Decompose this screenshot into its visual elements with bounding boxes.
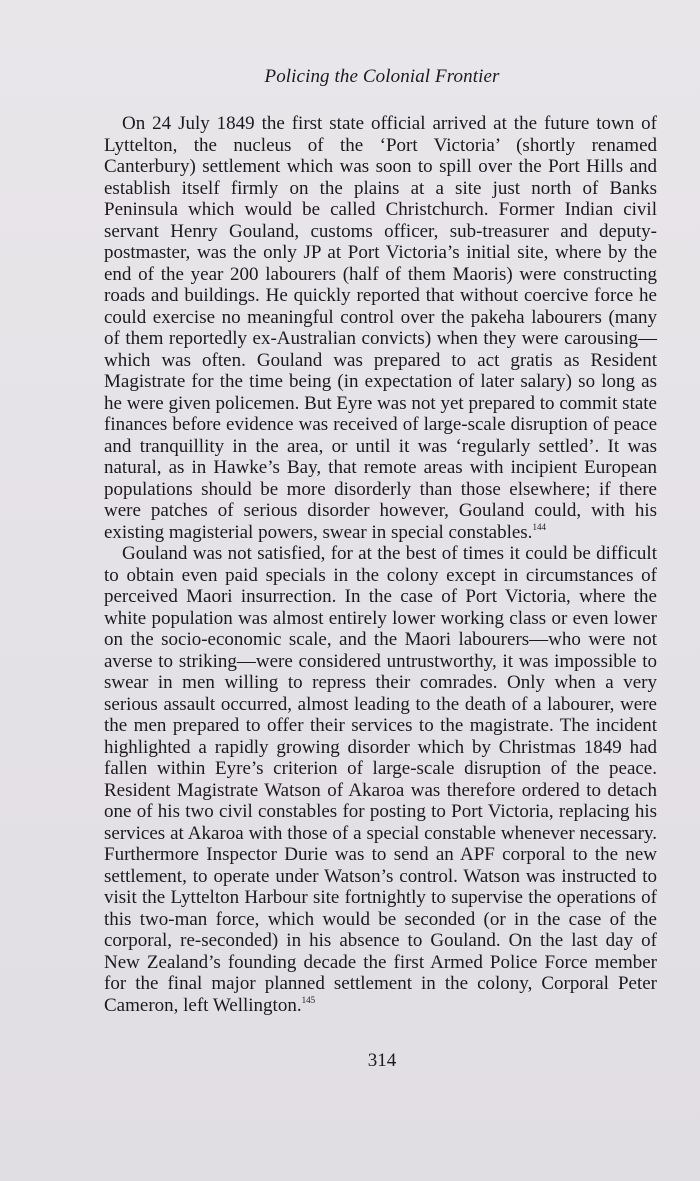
paragraph-2-text: Gouland was not satisfied, for at the best of times it could be difficult to obtain even paid specials in the colony except in circumstances of perceived Maori insurrection. In the case of Port Victoria, where the white population was almost entirely lower working class or even lower on the socio-economic scale, and the Maori labourers—who were not averse to striking—were considered untrustworthy, it was impossible to swear in men willing to repress their comrades. Only when a very serious assault occurred, almost leading to the death of a labourer, were the men prepared to offer their services to the magistrate. The incident highlighted a rapidly growing disorder which by Christmas 1849 had fallen within Eyre’s criterion of large-scale disruption of the peace. Resident Magistrate Watson of Akaroa was therefore ordered to detach one of his two civil constables for posting to Port Victoria, replacing his services at Akaroa with those of a special constable whenever necessary. Furthermore Inspector Durie was to send an APF corporal to the new settlement, to operate under Watson’s control. Watson was instructed to visit the Lyttelton Harbour site fortnightly to supervise the operations of this two-man force, which would be seconded (or in the case of the corporal, re-seconded) in his absence to Gouland. On the last day of New Zealand’s founding decade the first Armed Police Force member for the final major planned settlement in the colony, Corporal Peter Cameron, left Wellington. (104, 543, 657, 1016)
paragraph-1 (104, 113, 657, 543)
page-number: 314 (367, 1050, 397, 1071)
paragraph-2 (104, 543, 657, 1016)
footnote-marker-145: 145 (301, 994, 316, 1005)
paragraph-1-text: On 24 July 1849 the first state official arrived at the future town of Lyttelton, the nucleus of the ‘Port Victoria’ (shortly renamed Canterbury) settlement which was soon to spill over the Port Hills and establish itself firmly on the plains at a site just north of Banks Peninsula which would be called Christchurch. Former Indian civil servant Henry Gouland, customs officer, sub-treasurer and deputy-postmaster, was the only JP at Port Victoria’s initial site, where by the end of the year 200 labourers (half of them Maoris) were constructing roads and buildings. He quickly reported that without coercive force he could exercise no meaningful control over the pakeha labourers (many of them reportedly ex-Australian convicts) when they were carousing—which was often. Gouland was prepared to act gratis as Resident Magistrate for the time being (in expectation of later salary) so long as he were given policemen. But Eyre was not yet prepared to commit state finances before evidence was received of large-scale disruption of peace and tranquillity in the area, or until it was ‘regularly settled’. It was natural, as in Hawke’s Bay, that remote areas with incipient European populations should be more disorderly than those elsewhere; if there were patches of serious disorder however, Gouland could, with his existing magisterial powers, swear in special constables. (104, 113, 657, 543)
running-head: Policing the Colonial Frontier (264, 66, 500, 87)
footnote-marker-144: 144 (532, 521, 546, 532)
body-text (104, 113, 657, 1016)
